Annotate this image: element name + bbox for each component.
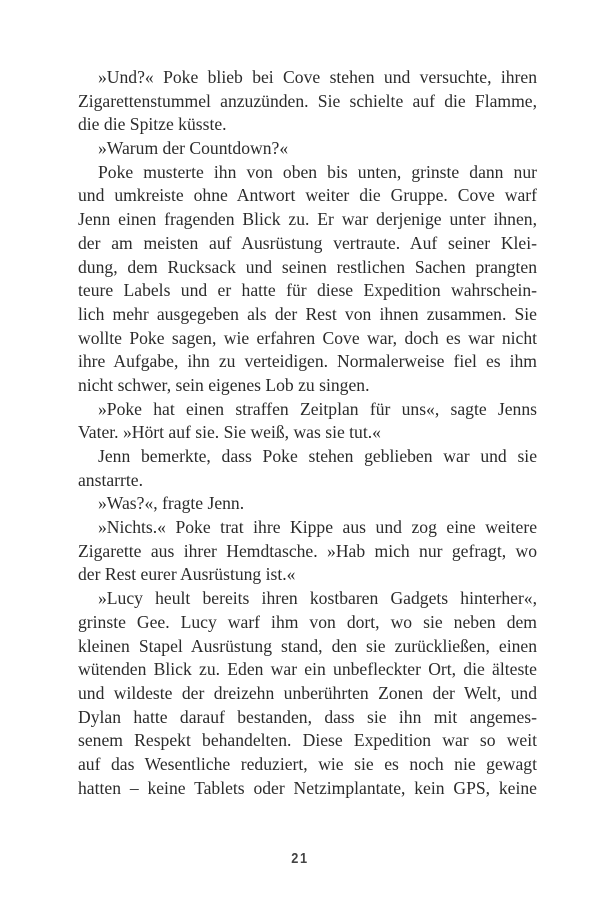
paragraph	[78, 66, 537, 137]
text-line: die die Spitze küsste.	[78, 114, 227, 135]
text-line: »Und?« Poke blieb bei Cove stehen und versuchte, ihren	[98, 67, 537, 87]
page-number: 21	[291, 850, 309, 867]
text-line: »Poke hat einen straffen Zeitplan für uns«, sagte Jenns	[98, 398, 537, 419]
text-line: »Was?«, fragte Jenn.	[98, 493, 245, 514]
text-line: Jenn bemerkte, dass Poke stehen geblieben war und sie	[98, 446, 537, 466]
text-line: ihre Aufgabe, ihn zu verteidigen. Normalerweise fiel es ihm	[78, 351, 537, 372]
paragraph	[78, 492, 537, 516]
text-line: anstarrte.	[78, 469, 143, 490]
text-line: grinste Gee. Lucy warf ihm von dort, wo sie neben dem	[78, 611, 537, 632]
text-line: nicht schwer, sein eigenes Lob zu singen.	[78, 374, 370, 395]
text-line: wütenden Blick zu. Eden war ein unbefleckter Ort, die älteste	[78, 659, 537, 680]
text-line: »Lucy heult bereits ihren kostbaren Gadgets hinterher«,	[98, 588, 537, 609]
paragraph	[78, 161, 537, 398]
text-line: Zigarette aus ihrer Hemdtasche. »Hab mich nur gefragt, wo	[78, 540, 537, 561]
text-line: lich mehr ausgegeben als der Rest von ihnen zusammen. Sie	[78, 303, 537, 324]
paragraph	[78, 516, 537, 587]
text-line: der Rest eurer Ausrüstung ist.«	[78, 564, 296, 585]
text-line: teure Labels und er hatte für diese Expedition wahrschein-	[78, 280, 537, 301]
text-line: Jenn einen fragenden Blick zu. Er war derjenige unter ihnen,	[78, 209, 537, 230]
text-line: »Warum der Countdown?«	[98, 138, 289, 159]
text-line: Zigarettenstummel anzuzünden. Sie schielte auf die Flamme,	[78, 90, 537, 111]
text-line: der am meisten auf Ausrüstung vertraute. Auf seiner Klei-	[78, 232, 537, 253]
text-line: »Nichts.« Poke trat ihre Kippe aus und zog eine weitere	[98, 517, 537, 538]
text-line: dung, dem Rucksack und seinen restlichen Sachen prangten	[78, 256, 537, 277]
paragraph	[78, 137, 537, 161]
text-line: und umkreiste ohne Antwort weiter die Gruppe. Cove warf	[78, 185, 537, 206]
text-line: auf das Wesentliche reduziert, wie sie es noch nie gewagt	[78, 753, 537, 774]
paragraph	[78, 445, 537, 492]
paragraph	[78, 398, 537, 445]
book-page-body	[78, 66, 537, 800]
text-line: und wildeste der dreizehn unberührten Zonen der Welt, und	[78, 682, 537, 703]
text-line: senem Respekt behandelten. Diese Expedition war so weit	[78, 730, 537, 751]
text-line: Dylan hatte darauf bestanden, dass sie ihn mit angemes-	[78, 706, 537, 727]
text-line: kleinen Stapel Ausrüstung stand, den sie zurückließen, einen	[78, 635, 537, 656]
text-line: wollte Poke sagen, wie erfahren Cove war, doch es war nicht	[78, 327, 537, 348]
text-line: hatten – keine Tablets oder Netzimplantate, kein GPS, keine	[78, 777, 537, 798]
text-line: Poke musterte ihn von oben bis unten, grinste dann nur	[98, 161, 537, 182]
text-line: Vater. »Hört auf sie. Sie weiß, was sie tut.«	[78, 422, 381, 443]
paragraph	[78, 587, 537, 800]
